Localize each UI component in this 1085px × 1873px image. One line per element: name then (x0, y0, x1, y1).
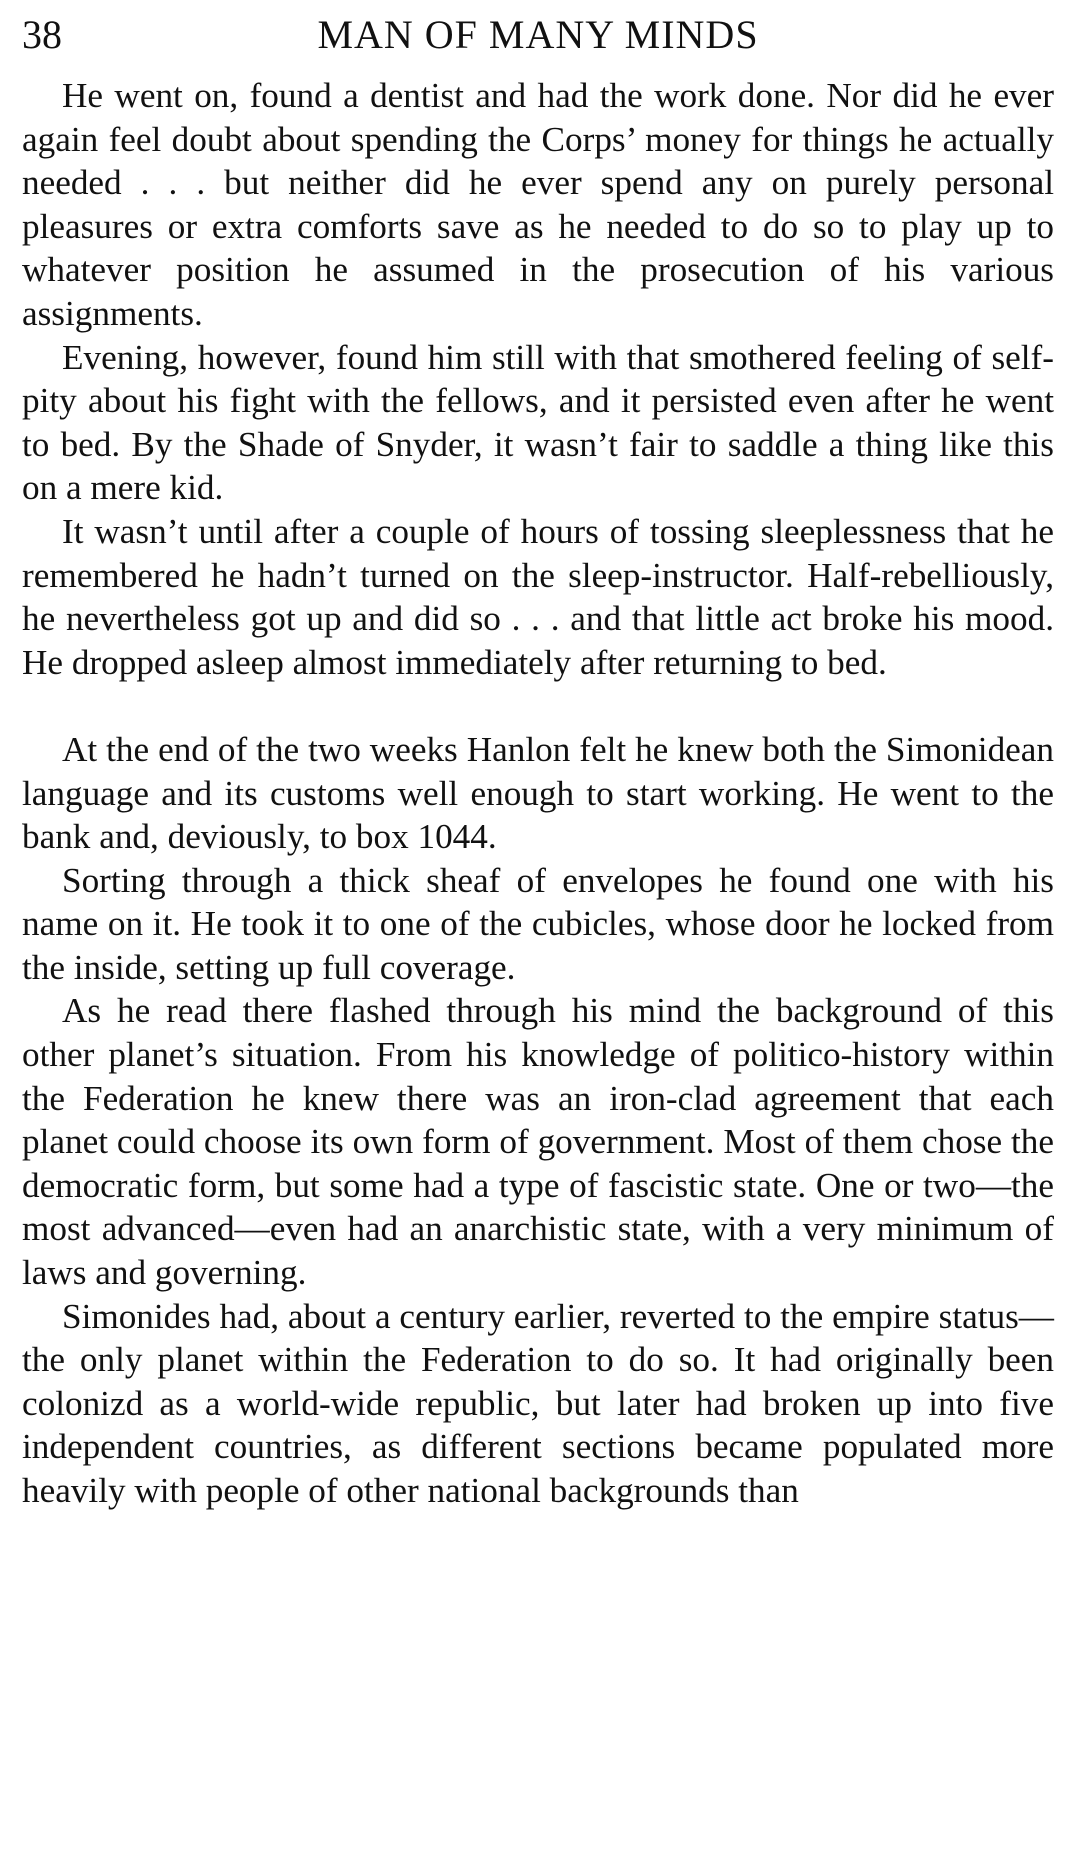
paragraph-simonides: Simonides had, about a century earlier, reverted to the empire status—the only planet within the Federation to do so. It had originally been colonizd as a world-wide republic, but later had broken up into five independent countries, as different sections became populated more heavily with people of other national backgrounds than (22, 1296, 1054, 1510)
paragraph-two-weeks: At the end of the two weeks Hanlon felt he knew both the Simonidean language and its customs well enough to start working. He went to the bank and, deviously, to box 1044. (22, 729, 1054, 857)
page-header (22, 0, 1054, 70)
paragraph-evening: Evening, however, found him still with that smothered feeling of self-pity about his fight with the fellows, and it persisted even after he went to bed. By the Shade of Snyder, it wasn’t fair to saddle a thing like this on a mere kid. (22, 337, 1054, 508)
page-number: 38 (22, 12, 62, 57)
paragraph-dentist: He went on, found a dentist and had the work done. Nor did he ever again feel doubt about spending the Corps’ money for things he actually needed . . . but neither did he ever spend any on purely personal pleasures or extra comforts save as he needed to do so to play up to whatever position he assumed in the prosecution of his various assignments. (22, 76, 1054, 333)
running-title: MAN OF MANY MINDS (317, 12, 759, 57)
paragraph-background: As he read there flashed through his mind the background of this other planet’s situation. From his knowledge of politico-history within the Federation he knew there was an iron-clad agreement that each planet could choose its own form of government. Most of them chose the democratic form, but some had a type of fascistic state. One or two—the most advanced—even had an anarchistic state, with a very minimum of laws and governing. (22, 991, 1054, 1293)
book-page (22, 0, 1054, 1510)
paragraph-sleep-instructor: It wasn’t until after a couple of hours of tossing sleeplessness that he remembered he hadn’t turned on the sleep-instructor. Half-rebelliously, he nevertheless got up and did so . . . and that little act broke his mood. He dropped asleep almost immediately after returning to bed. (22, 511, 1054, 682)
paragraph-envelopes: Sorting through a thick sheaf of envelopes he found one with his name on it. He took it to one of the cubicles, whose door he locked from the inside, setting up full coverage. (22, 860, 1054, 987)
body-text (22, 74, 1054, 1513)
